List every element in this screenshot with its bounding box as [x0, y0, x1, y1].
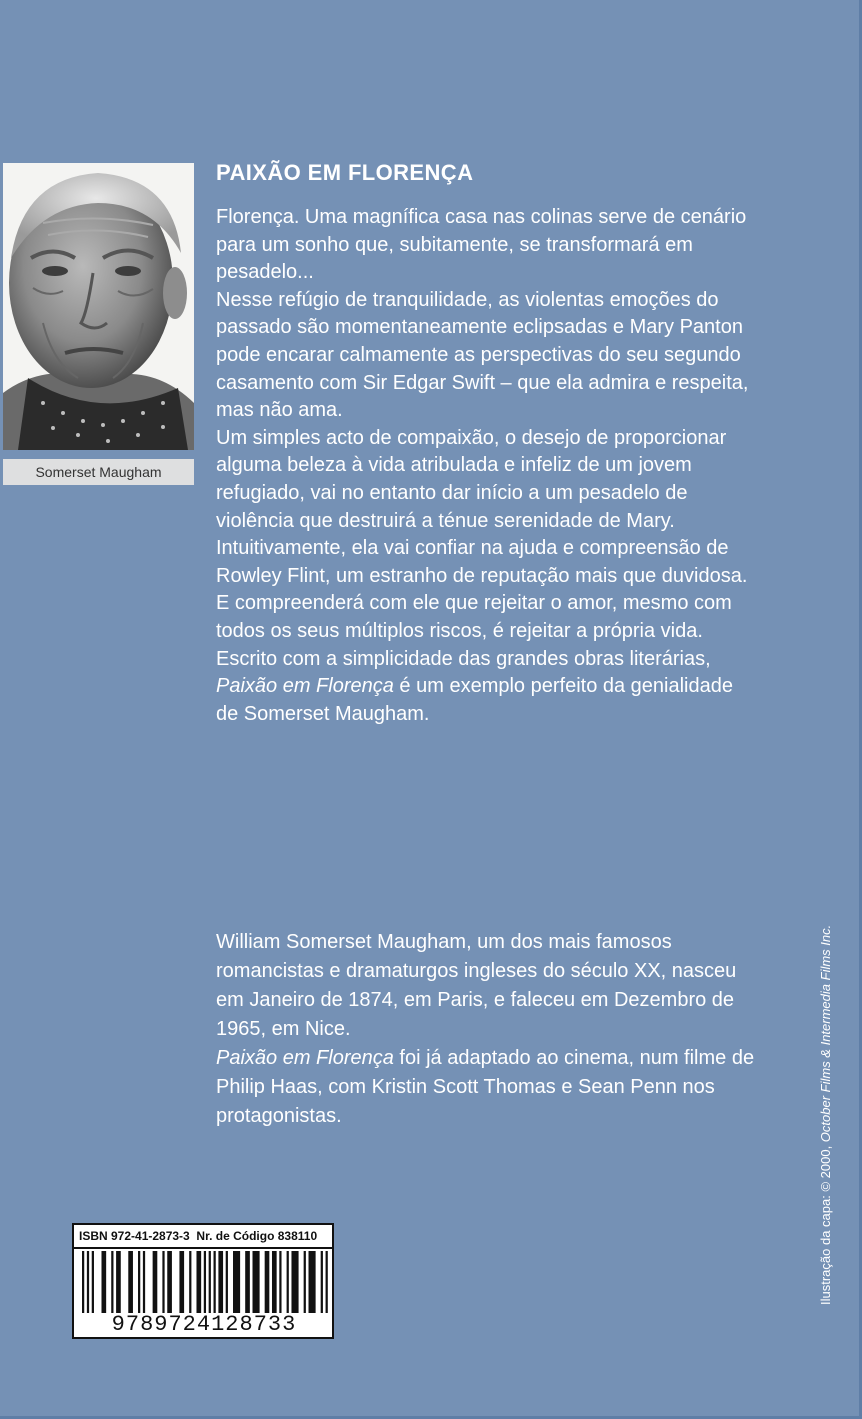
- barcode-bar: [209, 1251, 211, 1315]
- isbn-line: [74, 1225, 332, 1249]
- barcode-bar: [111, 1251, 113, 1315]
- barcode-bar: [87, 1251, 89, 1315]
- code-label: Nr. de Código 838110: [196, 1229, 318, 1243]
- book-blurb: [216, 204, 756, 728]
- barcode-bar: [304, 1251, 306, 1315]
- barcode-bar: [189, 1251, 191, 1315]
- barcode-bar: [179, 1251, 184, 1315]
- cover-illustration-credit: [818, 825, 833, 1305]
- bio-adaptation-text: foi já adaptado ao cinema, num filme de Philip Haas, com Kristin Scott Thomas e Sean Penn nos protagonistas.: [216, 1047, 755, 1127]
- blurb-paragraph: Nesse refúgio de tranquilidade, as violentas emoções do passado são momentaneamente eclipsadas e Mary Panton pode encarar calmamente as perspectivas do seu segundo casamento com Sir Edgar Swift – que ela admira e respeita, mas não ama.: [216, 288, 749, 422]
- barcode-bar: [226, 1251, 228, 1315]
- barcode-bar: [291, 1251, 298, 1315]
- barcode-bar: [204, 1251, 206, 1315]
- barcode-bar: [214, 1251, 216, 1315]
- barcode-block: [72, 1223, 334, 1339]
- bio-adaptation: [216, 1044, 756, 1131]
- author-bio: [216, 928, 756, 1131]
- barcode-bar: [196, 1251, 201, 1315]
- barcode-bar: [162, 1251, 164, 1315]
- barcode-bar: [265, 1251, 270, 1315]
- barcode-bar: [321, 1251, 323, 1315]
- closing-text-after: é um exemplo perfeito da genialidade de Somerset Maugham.: [216, 675, 733, 725]
- barcode-bar: [279, 1251, 281, 1315]
- barcode-bar: [138, 1251, 140, 1315]
- barcode-bar: [128, 1251, 133, 1315]
- bio-paragraph: William Somerset Maugham, um dos mais famosos romancistas e dramaturgos ingleses do século XX, nasceu em Janeiro de 1874, em Paris, e faleceu em Dezembro de 1965, em Nice.: [216, 931, 737, 1040]
- credit-prefix: Ilustração da capa: © 2000,: [818, 1142, 833, 1305]
- barcode-bars: [82, 1251, 328, 1315]
- barcode-bar: [143, 1251, 145, 1315]
- barcode-bar: [233, 1251, 240, 1315]
- author-photo: [3, 163, 194, 450]
- barcode-bar: [245, 1251, 250, 1315]
- author-portrait-image: [3, 163, 194, 450]
- book-title: PAIXÃO EM FLORENÇA: [216, 160, 474, 185]
- barcode-bar: [287, 1251, 289, 1315]
- barcode-bar: [167, 1251, 172, 1315]
- blurb-paragraph: Um simples acto de compaixão, o desejo de proporcionar alguma beleza à vida atribulada e infeliz de um jovem refugiado, vai no entanto dar início a um pesadelo de violência que destruirá a ténue serenidade de Mary. Intuitivamente, ela vai confiar na ajuda e compreensão de Rowley Flint, um estranho de reputação mais que duvidosa. E compreenderá com ele que rejeitar o amor, mesmo com todos os seus múltiplos riscos, é rejeitar a própria vida.: [216, 426, 748, 642]
- barcode-bar: [272, 1251, 277, 1315]
- barcode-bar: [82, 1251, 84, 1315]
- credit-companies: October Films & Intermedia Films Inc.: [818, 924, 833, 1143]
- barcode-bar: [116, 1251, 121, 1315]
- barcode-bar: [326, 1251, 328, 1315]
- ean-digits: 9789724128733: [78, 1313, 330, 1337]
- closing-book-title: Paixão em Florença: [216, 675, 394, 698]
- barcode-bar: [218, 1251, 223, 1315]
- photo-caption: Somerset Maugham: [3, 459, 194, 485]
- barcode-bar: [153, 1251, 158, 1315]
- barcode-bar: [92, 1251, 94, 1315]
- isbn-label: ISBN 972-41-2873-3: [79, 1229, 190, 1243]
- closing-text-before: Escrito com a simplicidade das grandes obras literárias,: [216, 647, 711, 670]
- bio-adaptation-title: Paixão em Florença: [216, 1047, 394, 1069]
- barcode-bar: [101, 1251, 106, 1315]
- barcode-bar: [253, 1251, 260, 1315]
- blurb-paragraph: Florença. Uma magnífica casa nas colinas serve de cenário para um sonho que, subitamente, se transformará em pesadelo...: [216, 206, 747, 284]
- blurb-closing: [216, 646, 756, 729]
- barcode-bar: [309, 1251, 316, 1315]
